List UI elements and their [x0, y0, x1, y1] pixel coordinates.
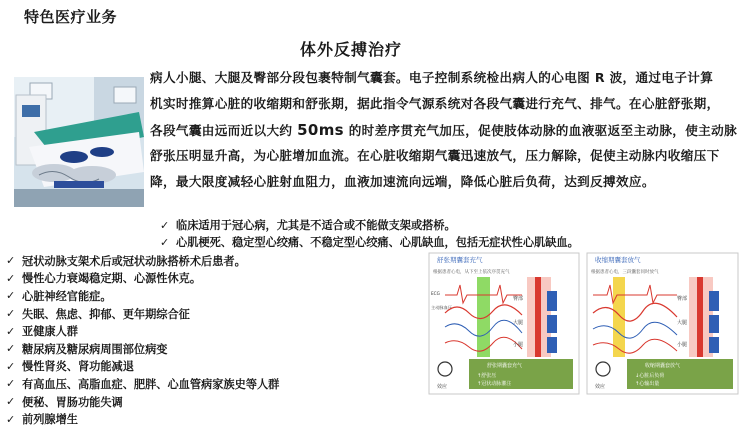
- check-icon: ✓: [6, 254, 16, 268]
- systole-caption: 收缩期囊套放气: [645, 363, 681, 369]
- systole-subtitle: 根据患者心电，三段囊套同时放气: [591, 270, 659, 275]
- list-item-text: 慢性肾炎、肾功能减退: [22, 360, 134, 374]
- inflate-highlight: [477, 277, 490, 357]
- effect-text: ↓心脏后负荷: [635, 373, 665, 379]
- effect-label: 效应: [437, 384, 448, 390]
- list-item-text: 有高血压、高脂血症、肥胖、心血管病家族史等人群: [22, 377, 280, 391]
- list-item: [6, 393, 279, 411]
- list-item-text: 慢性心力衰竭稳定期、心源性休克。: [22, 272, 202, 286]
- check-icon: ✓: [160, 219, 170, 232]
- list-item: [6, 322, 279, 340]
- clinical-item-text: 心肌梗死、稳定型心绞痛、不稳定型心绞痛、心肌缺血，包括无症状性心肌缺血。: [176, 236, 579, 249]
- check-icon: ✓: [6, 289, 16, 303]
- list-item: [6, 375, 279, 393]
- description-line-3-prefix: 各段气囊由远而近以大约: [150, 123, 298, 138]
- list-item-text: 糖尿病及糖尿病周围部位病变: [22, 342, 168, 356]
- clinical-item-text: 临床适用于冠心病，尤其是不适合或不能做支架或搭桥。: [176, 219, 456, 232]
- artery: [697, 277, 703, 357]
- check-icon: ✓: [160, 236, 170, 249]
- check-icon: ✓: [6, 307, 16, 321]
- deflate-highlight: [613, 277, 625, 357]
- description-line-5: 降，最大限度减轻心脏射血阻力，血液加速流向远端，降低心脏后负荷，达到反搏效应。: [150, 174, 655, 189]
- description-line-3-suffix: 的时差序贯充气加压，促使肢体动脉的血液驱返至主动脉，使主动脉: [343, 123, 738, 138]
- description-interval: 50ms: [297, 121, 344, 139]
- description-line-3: [150, 117, 737, 144]
- pressure-label: 主动脉血压: [431, 305, 452, 310]
- list-item: [6, 270, 279, 288]
- body-label: 大腿: [677, 320, 688, 326]
- check-icon: ✓: [6, 377, 16, 391]
- diastole-panel: [429, 253, 579, 394]
- cuff: [709, 315, 719, 333]
- description-line-1: 病人小腿、大腿及臀部分段包裹特制气囊套。电子控制系统检出病人的心电图 R 波，通过电子计算: [150, 70, 714, 85]
- cuff: [547, 291, 557, 311]
- indication-list: [6, 252, 279, 428]
- list-item-text: 便秘、胃肠功能失调: [22, 395, 123, 409]
- artery: [535, 277, 541, 357]
- description-line-2: 机实时推算心脏的收缩期和舒张期，据此指令气源系统对各段气囊进行充气、排气。在心脏舒张期，: [150, 96, 720, 111]
- section-title: 特色医疗业务: [24, 8, 118, 26]
- list-item: [6, 305, 279, 323]
- treatment-photo-image: [14, 77, 144, 207]
- counterpulsation-diagram: [427, 251, 740, 396]
- effect-label: 效应: [595, 384, 606, 390]
- list-item-text: 前列腺增生: [22, 413, 78, 427]
- check-icon: ✓: [6, 342, 16, 356]
- systole-title: 收缩期囊套放气: [595, 256, 641, 264]
- effect-text: ↑舒张压: [477, 373, 497, 379]
- check-icon: ✓: [6, 271, 16, 285]
- diastole-caption: 舒张期囊套充气: [487, 363, 523, 369]
- diastole-subtitle: 根据患者心电，从下至上依次序贯充气: [433, 270, 510, 275]
- cuff: [709, 337, 719, 353]
- page-title: 体外反搏治疗: [300, 40, 403, 59]
- list-item: [6, 252, 279, 270]
- list-item-text: 亚健康人群: [22, 325, 78, 339]
- list-item-text: 心脏神经官能症。: [22, 289, 112, 303]
- body-label: 小腿: [677, 342, 688, 348]
- cuff: [547, 337, 557, 353]
- treatment-photo: [14, 77, 144, 207]
- list-item: [6, 340, 279, 358]
- list-item: [6, 358, 279, 376]
- check-icon: ✓: [6, 412, 16, 426]
- list-item-text: 失眠、焦虑、抑郁、更年期综合征: [22, 307, 190, 321]
- systole-panel: [587, 253, 738, 394]
- list-item: [6, 287, 279, 305]
- body-label: 臀部: [513, 296, 524, 302]
- effect-text: ↑冠状动脉灌注: [477, 381, 512, 387]
- effect-text: ↑心输出量: [635, 381, 660, 387]
- description-line-4: 舒张压明显升高，为心脏增加血流。在心脏收缩期气囊迅速放气，压力解除，促使主动脉内收缩压下: [150, 148, 720, 163]
- body-label: 大腿: [513, 320, 524, 326]
- cuff: [547, 315, 557, 333]
- cuff: [709, 291, 719, 311]
- check-icon: ✓: [6, 395, 16, 409]
- diastole-title: 舒张期囊套充气: [437, 256, 483, 264]
- body-label: 小腿: [513, 342, 524, 348]
- body-label: 臀部: [677, 296, 688, 302]
- ecg-label: ECG: [431, 291, 440, 296]
- clinical-item: [160, 234, 579, 251]
- check-icon: ✓: [6, 359, 16, 373]
- clinical-item: [160, 217, 456, 234]
- list-item-text: 冠状动脉支架术后或冠状动脉搭桥术后患者。: [22, 254, 246, 268]
- list-item: [6, 410, 279, 428]
- check-icon: ✓: [6, 324, 16, 338]
